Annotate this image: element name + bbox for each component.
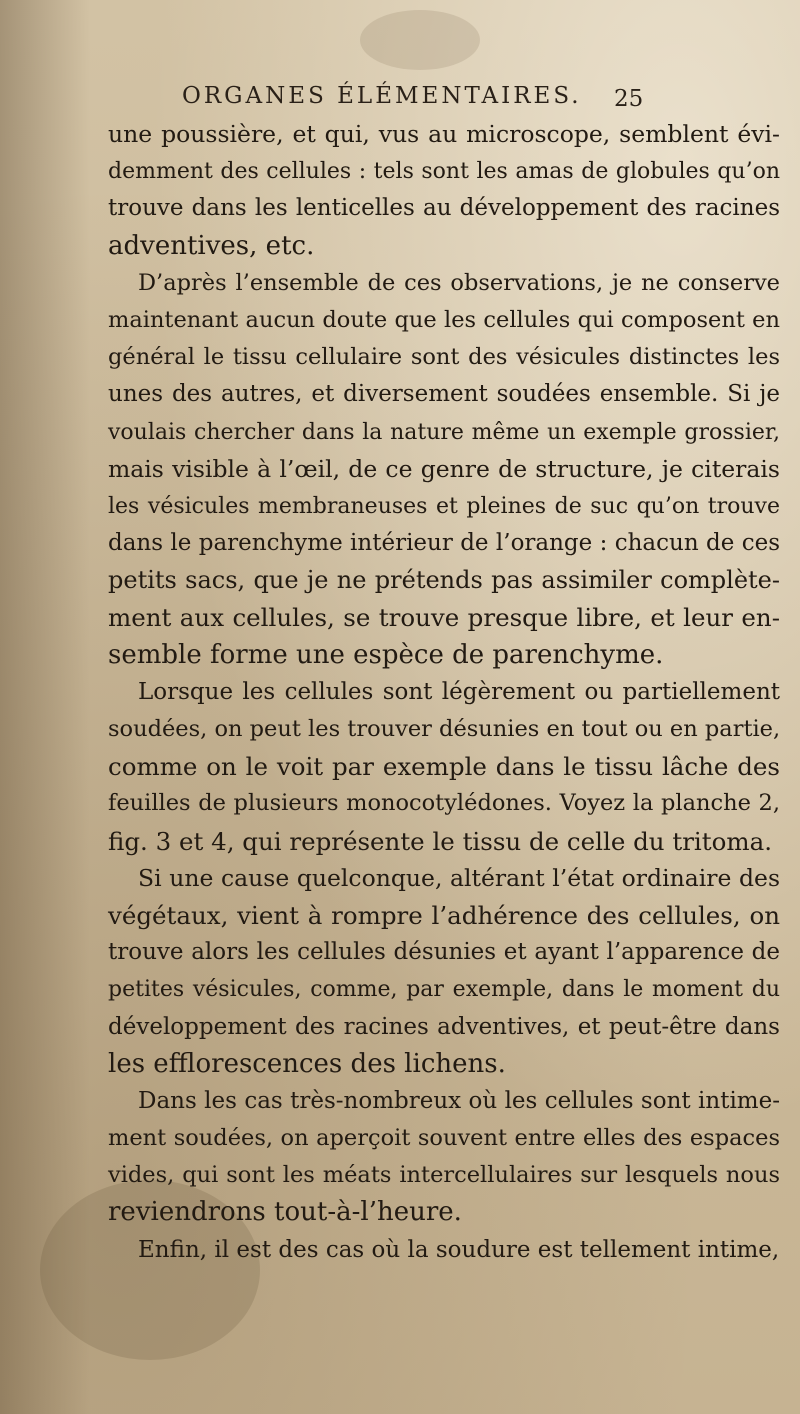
text-line: développement des racines adventives, et peut-être dans bbox=[108, 1013, 780, 1040]
paragraph-start-line: Lorsque les cellules sont légèrement ou partiellement bbox=[138, 678, 780, 705]
page-edge-shadow bbox=[0, 0, 90, 1414]
running-header: ORGANES ÉLÉMENTAIRES. bbox=[182, 83, 582, 109]
text-line: les vésicules membraneuses et pleines de suc qu’on trouve bbox=[108, 493, 780, 519]
text-line: les efflorescences des lichens. bbox=[108, 1048, 506, 1079]
paragraph-start-line: Enfin, il est des cas où la soudure est tellement intime, bbox=[138, 1236, 780, 1263]
text-line: trouve dans les lenticelles au développement des racines bbox=[108, 195, 780, 222]
text-line: ment soudées, on aperçoit souvent entre elles des espaces bbox=[108, 1125, 780, 1152]
text-line: trouve alors les cellules désunies et ayant l’apparence de bbox=[108, 939, 780, 966]
body-text bbox=[108, 116, 780, 1269]
text-line: maintenant aucun doute que les cellules qui composent en bbox=[108, 306, 780, 333]
text-line: adventives, etc. bbox=[108, 230, 315, 261]
text-line: unes des autres, et diversement soudées ensemble. Si je bbox=[108, 381, 780, 408]
paragraph-start-line: Si une cause quelconque, altérant l’état ordinaire des bbox=[138, 863, 780, 892]
text-line: semble forme une espèce de parenchyme. bbox=[108, 639, 664, 670]
text-line: comme on le voit par exemple dans le tissu lâche des bbox=[108, 752, 780, 782]
text-line: une poussière, et qui, vus au microscope, semblent évi- bbox=[108, 120, 780, 148]
page-number: 25 bbox=[614, 86, 644, 112]
text-line: voulais chercher dans la nature même un exemple grossier, bbox=[108, 419, 780, 445]
text-line: dans le parenchyme intérieur de l’orange : chacun de ces bbox=[108, 530, 780, 557]
paragraph-start-line: D’après l’ensemble de ces observations, je ne conserve bbox=[138, 269, 780, 296]
text-line: fig. 3 et 4, qui représente le tissu de celle du tritoma. bbox=[108, 826, 772, 856]
text-line: demment des cellules : tels sont les amas de globules qu’on bbox=[108, 159, 780, 185]
text-line: petits sacs, que je ne prétends pas assimiler complète- bbox=[108, 566, 780, 595]
text-line: mais visible à l’œil, de ce genre de structure, je citerais bbox=[108, 454, 780, 483]
text-line: feuilles de plusieurs monocotylédones. Voyez la planche 2, bbox=[108, 790, 780, 817]
text-line: ment aux cellules, se trouve presque libre, et leur en- bbox=[108, 603, 780, 633]
text-line: vides, qui sont les méats intercellulaires sur lesquels nous bbox=[108, 1162, 780, 1189]
paper-stain bbox=[360, 10, 480, 70]
text-line: petites vésicules, comme, par exemple, dans le moment du bbox=[108, 977, 780, 1003]
text-line: soudées, on peut les trouver désunies en tout ou en partie, bbox=[108, 716, 781, 742]
text-line: général le tissu cellulaire sont des vésicules distinctes les bbox=[108, 344, 780, 371]
paragraph-start-line: Dans les cas très-nombreux où les cellules sont intime- bbox=[138, 1087, 780, 1114]
text-line: végétaux, vient à rompre l’adhérence des cellules, on bbox=[108, 900, 780, 930]
text-line: reviendrons tout-à-l’heure. bbox=[108, 1197, 462, 1228]
